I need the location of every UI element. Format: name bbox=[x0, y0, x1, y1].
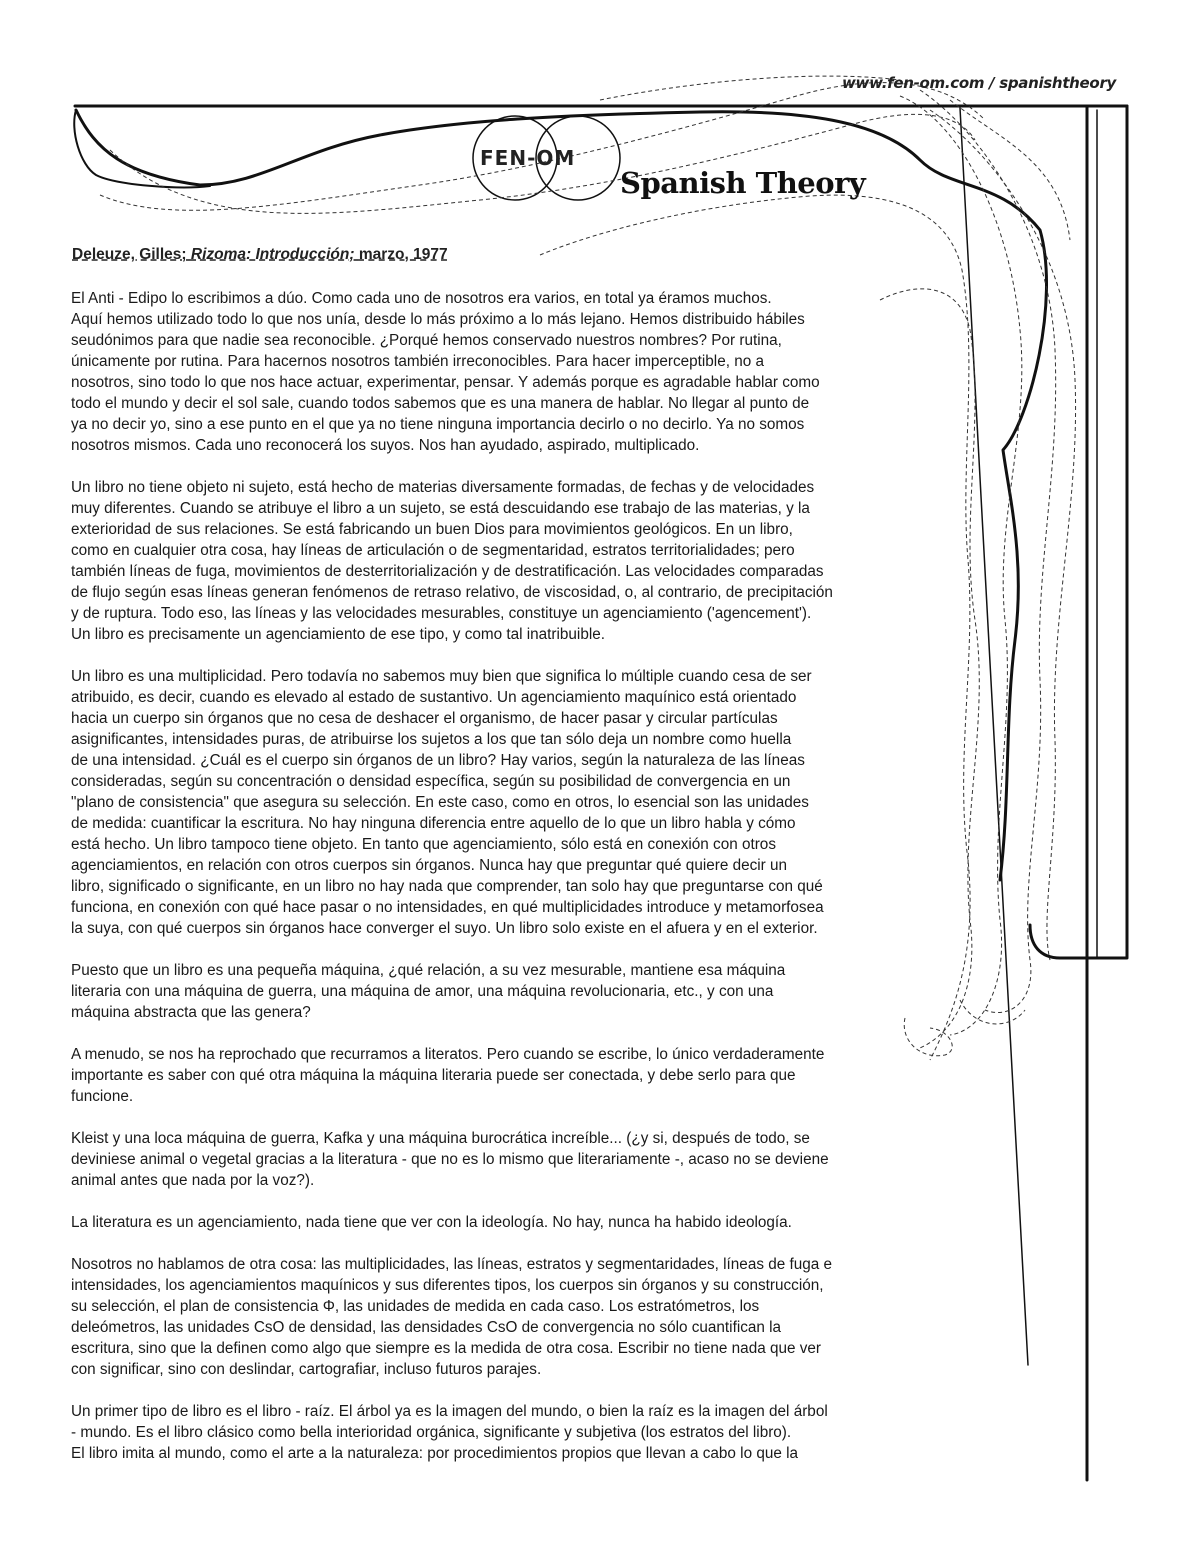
paragraph-line: exterioridad de sus relaciones. Se está fabricando un buen Dios para movimientos geológicos. En un libro, bbox=[71, 521, 793, 538]
citation-date: marzo, 1977 bbox=[358, 246, 448, 263]
paragraph-line: la suya, con qué cuerpos sin órganos hace converger el suyo. Un libro solo existe en el afuera y en el exterior. bbox=[71, 920, 818, 937]
paragraph-line: Un libro es precisamente un agenciamiento de ese tipo, y como tal inatribuible. bbox=[71, 626, 605, 643]
paragraph-line: está hecho. Un libro tampoco tiene objeto. En tanto que agenciamiento, sólo está en conexión con otros bbox=[71, 836, 776, 853]
paragraph-line: Puesto que un libro es una pequeña máquina, ¿qué relación, a su vez mesurable, mantiene esa máquina bbox=[71, 962, 786, 979]
article-paragraph bbox=[71, 1044, 971, 1107]
paragraph-line: únicamente por rutina. Para hacernos nosotros también irreconocibles. Para hacer imperceptible, no a bbox=[71, 353, 764, 370]
paragraph-line: Kleist y una loca máquina de guerra, Kafka y una máquina burocrática increíble... (¿y si, después de todo, se bbox=[71, 1130, 810, 1147]
paragraph-line: muy diferentes. Cuando se atribuye el libro a un sujeto, se está descuidando ese trabajo de las materias, y la bbox=[71, 500, 810, 517]
brand-name: Spanish Theory bbox=[620, 166, 866, 200]
paragraph-line: Un primer tipo de libro es el libro - raíz. El árbol ya es la imagen del mundo, o bien la raíz es la imagen del árbol bbox=[71, 1403, 828, 1420]
article-paragraph bbox=[71, 666, 971, 939]
paragraph-line: literaria con una máquina de guerra, una máquina de amor, una máquina revolucionaria, etc., y con una bbox=[71, 983, 774, 1000]
paragraph-line: libro, significado o significante, en un libro no hay nada que comprender, tan solo hay que preguntarse con qué bbox=[71, 878, 823, 895]
article-paragraph bbox=[71, 1128, 971, 1191]
paragraph-line: deviniese animal o vegetal gracias a la literatura - que no es lo mismo que literariamente -, acaso no se deviene bbox=[71, 1151, 829, 1168]
paragraph-line: El Anti - Edipo lo escribimos a dúo. Como cada uno de nosotros era varios, en total ya éramos muchos. bbox=[71, 290, 772, 307]
paragraph-line: animal antes que nada por la voz?). bbox=[71, 1172, 315, 1189]
paragraph-line: con significar, sino con deslindar, cartografiar, incluso futuros parajes. bbox=[71, 1361, 542, 1378]
paragraph-line: Un libro es una multiplicidad. Pero todavía no sabemos muy bien que significa lo múltiple cuando cesa de ser bbox=[71, 668, 812, 685]
citation-heading bbox=[72, 246, 448, 264]
paragraph-line: seudónimos para que nadie sea reconocible. ¿Porqué hemos conservado nuestros nombres? Por rutina, bbox=[71, 332, 782, 349]
paragraph-line: funcione. bbox=[71, 1088, 134, 1105]
paragraph-line: de medida: cuantificar la escritura. No hay ninguna diferencia entre aquello de lo que un libro habla y cómo bbox=[71, 815, 796, 832]
paragraph-line: su selección, el plan de consistencia Φ, las unidades de medida en cada caso. Los estratómetros, los bbox=[71, 1298, 760, 1315]
paragraph-line: también líneas de fuga, movimientos de desterritorialización y de destratificación. Las velocidades comparadas bbox=[71, 563, 824, 580]
article-paragraph bbox=[71, 1401, 971, 1464]
paragraph-line: - mundo. Es el libro clásico como bella interioridad orgánica, significante y subjetiva (los estratos del libro). bbox=[71, 1424, 792, 1441]
paragraph-line: nosotros, sino todo lo que nos hace actuar, experimentar, pensar. Y además porque es agradable hablar como bbox=[71, 374, 820, 391]
citation-work: Rizoma: Introducción; bbox=[190, 246, 355, 263]
paragraph-line: de flujo según esas líneas generan fenómenos de retraso relativo, de viscosidad, o, al contrario, de precipitación bbox=[71, 584, 833, 601]
paragraph-line: atribuido, es decir, cuando es elevado al estado de sustantivo. Un agenciamiento maquínico está orientado bbox=[71, 689, 797, 706]
paragraph-line: ya no decir yo, sino a ese punto en el que ya no tiene ninguna importancia decirlo o no decirlo. Ya no somos bbox=[71, 416, 805, 433]
paragraph-line: La literatura es un agenciamiento, nada tiene que ver con la ideología. No hay, nunca ha habido ideología. bbox=[71, 1214, 792, 1231]
paragraph-line: de una intensidad. ¿Cuál es el cuerpo sin órganos de un libro? Hay varios, según la naturaleza de las líneas bbox=[71, 752, 805, 769]
article-paragraph bbox=[71, 1254, 971, 1380]
article-paragraph bbox=[71, 288, 971, 456]
paragraph-line: A menudo, se nos ha reprochado que recurramos a literatos. Pero cuando se escribe, lo único verdaderamente bbox=[71, 1046, 825, 1063]
citation-author: Deleuze, Gilles; bbox=[72, 246, 187, 263]
paragraph-line: escritura, sino que la definen como algo que siempre es la medida de otra cosa. Escribir no tiene nada que ver bbox=[71, 1340, 821, 1357]
brand-logo-text: FEN-OM bbox=[480, 146, 576, 170]
paragraph-line: intensidades, los agenciamientos maquínicos y sus diferentes tipos, los cuerpos sin órganos y su construcción, bbox=[71, 1277, 824, 1294]
paragraph-line: agenciamientos, en relación con otros cuerpos sin órganos. Nunca hay que preguntar qué quiere decir un bbox=[71, 857, 788, 874]
paragraph-line: consideradas, según su concentración o densidad específica, según su posibilidad de convergencia en un bbox=[71, 773, 791, 790]
paragraph-line: asignificantes, intensidades puras, de atribuirse los sujetos a los que tan sólo deja un nombre como huella bbox=[71, 731, 792, 748]
paragraph-line: y de ruptura. Todo eso, las líneas y las velocidades mesurables, constituye un agenciamiento ('agencement'). bbox=[71, 605, 812, 622]
paragraph-line: deleómetros, las unidades CsO de densidad, las densidades CsO de convergencia no sólo cuantifican la bbox=[71, 1319, 782, 1336]
paragraph-line: "plano de consistencia" que asegura su selección. En este caso, como en otros, lo esencial son las unidades bbox=[71, 794, 809, 811]
article-paragraph bbox=[71, 1212, 971, 1233]
paragraph-line: El libro imita al mundo, como el arte a la naturaleza: por procedimientos propios que llevan a cabo lo que la bbox=[71, 1445, 799, 1462]
paragraph-line: importante es saber con qué otra máquina la máquina literaria puede ser conectada, y debe serlo para que bbox=[71, 1067, 796, 1084]
site-url[interactable]: www.fen-om.com / spanishtheory bbox=[842, 74, 1117, 92]
paragraph-line: Aquí hemos utilizado todo lo que nos unía, desde lo más próximo a lo más lejano. Hemos distribuido hábiles bbox=[71, 311, 805, 328]
paragraph-line: hacia un cuerpo sin órganos que no cesa de deshacer el organismo, de hacer pasar y circular partículas bbox=[71, 710, 778, 727]
paragraph-line: nosotros mismos. Cada uno reconocerá los suyos. Nos han ayudado, aspirado, multiplicado. bbox=[71, 437, 700, 454]
paragraph-line: como en cualquier otra cosa, hay líneas de articulación o de segmentaridad, estratos territorialidades; pero bbox=[71, 542, 795, 559]
paragraph-line: funciona, en conexión con qué hace pasar o no intensidades, en qué multiplicidades introduce y metamorfosea bbox=[71, 899, 824, 916]
paragraph-line: Un libro no tiene objeto ni sujeto, está hecho de materias diversamente formadas, de fechas y de velocidades bbox=[71, 479, 815, 496]
paragraph-line: todo el mundo y decir el sol sale, cuando todos sabemos que es una manera de hablar. No llegar al punto de bbox=[71, 395, 810, 412]
article-paragraph bbox=[71, 960, 971, 1023]
paragraph-line: Nosotros no hablamos de otra cosa: las multiplicidades, las líneas, estratos y segmentaridades, líneas de fuga e bbox=[71, 1256, 833, 1273]
article-body bbox=[71, 288, 971, 1485]
article-paragraph bbox=[71, 477, 971, 645]
paragraph-line: máquina abstracta que las genera? bbox=[71, 1004, 311, 1021]
